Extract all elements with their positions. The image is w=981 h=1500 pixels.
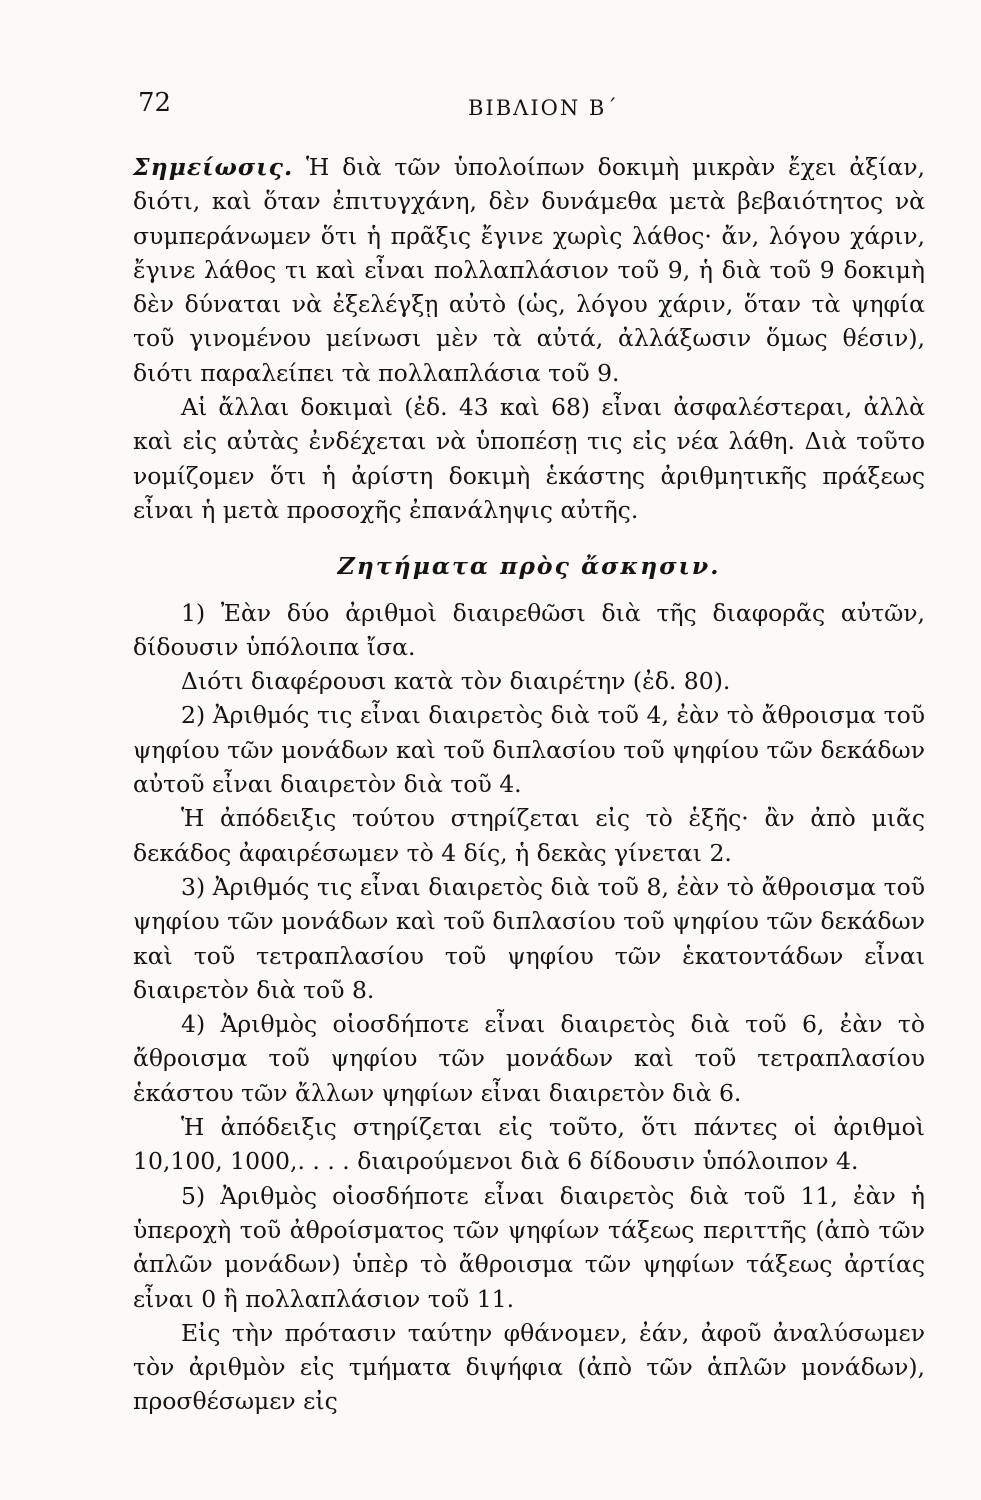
paragraph-other-tests: Αἱ ἄλλαι δοκιμαὶ (ἐδ. 43 καὶ 68) εἶναι ἀσφαλέστεραι, ἀλλὰ καὶ εἰς αὐτὰς ἐνδέχεται νὰ ὑποπέσῃ τις εἰς νέα λάθη. Διὰ τοῦτο νομίζομεν ὅτι ἡ ἀρίστη δοκιμὴ ἑκάστης ἀριθμητικῆς πράξεως εἶναι ἡ μετὰ προσοχῆς ἐπανάληψις αὐτῆς. [133,393,925,524]
page-body [133,150,925,1419]
page-number: 72 [138,88,172,118]
exercise-2: 2) Ἀριθμός τις εἶναι διαιρετὸς διὰ τοῦ 4, ἐὰν τὸ ἄθροισμα τοῦ ψηφίου τῶν μονάδων καὶ τοῦ διπλασίου τοῦ ψηφίου τῶν δεκάδων αὐτοῦ εἶναι διαιρετὸν διὰ τοῦ 4. [133,701,925,799]
running-title: ΒΙΒΛΙΟΝ Β΄ [468,96,619,120]
exercise-4-proof: Ἡ ἀπόδειξις στηρίζεται εἰς τοῦτο, ὅτι πάντες οἱ ἀριθμοὶ 10,100, 1000,. . . . διαιρούμενοι διὰ 6 δίδουσιν ὑπόλοιπον 4. [133,1113,925,1176]
section-title: Ζητήματα πρὸς ἄσκησιν. [337,552,721,581]
exercise-3: 3) Ἀριθμός τις εἶναι διαιρετὸς διὰ τοῦ 8, ἐὰν τὸ ἄθροισμα τοῦ ψηφίου τῶν μονάδων καὶ τοῦ διπλασίου τοῦ ψηφίου τῶν δεκάδων καὶ τοῦ τετραπλασίου τοῦ ψηφίου τῶν ἑκατοντάδων εἶναι διαιρετὸν διὰ τοῦ 8. [133,872,925,1004]
exercise-5: 5) Ἀριθμὸς οἱοσδήποτε εἶναι διαιρετὸς διὰ τοῦ 11, ἐὰν ἡ ὑπεροχὴ τοῦ ἀθροίσματος τῶν ψηφίων τάξεως περιττῆς (ἀπὸ τῶν ἁπλῶν μονάδων) ὑπὲρ τὸ ἄθροισμα τῶν ψηφίων τάξεως ἀρτίας εἶναι 0 ἢ πολλαπλάσιον τοῦ 11. [133,1181,925,1313]
note-text: Ἡ διὰ τῶν ὑπολοίπων δοκιμὴ μικρὰν ἔχει ἀξίαν, διότι, καὶ ὅταν ἐπιτυγχάνη, δὲν δυνάμεθα μετὰ βεβαιότητος νὰ συμπεράνωμεν ὅτι ἡ πρᾶξις ἔγινε χωρὶς λάθος· ἄν, λόγου χάριν, ἔγινε λάθος τι καὶ εἶναι πολλαπλάσιον τοῦ 9, ἡ διὰ τοῦ 9 δοκιμὴ δὲν δύναται νὰ ἐξελέγξῃ αὐτὸ (ὡς, λόγου χάριν, ὅταν τὰ ψηφία τοῦ γινομένου μείνωσι μὲν τὰ αὐτά, ἀλλάξωσιν ὅμως θέσιν), διότι παραλείπει τὰ πολλαπλάσια τοῦ 9. [133,153,925,387]
exercise-5-proof: Εἰς τὴν πρότασιν ταύτην φθάνομεν, ἐάν, ἀφοῦ ἀναλύσωμεν τὸν ἀριθμὸν εἰς τμήματα διψήφια (ἀπὸ τῶν ἁπλῶν μονάδων), προσθέσωμεν εἰς [133,1318,925,1416]
note-label: Σημείωσις. [133,153,294,181]
exercise-1: 1) Ἐὰν δύο ἀριθμοὶ διαιρεθῶσι διὰ τῆς διαφορᾶς αὐτῶν, δίδουσιν ὑπόλοιπα ἴσα. [133,598,925,661]
exercise-1-proof: Διότι διαφέρουσι κατὰ τὸν διαιρέτην (ἐδ. 80). [181,667,731,696]
page-header [138,88,928,128]
exercise-4: 4) Ἀριθμὸς οἱοσδήποτε εἶναι διαιρετὸς διὰ τοῦ 6, ἐὰν τὸ ἄθροισμα τοῦ ψηφίου τῶν μονάδων καὶ τοῦ τετραπλασίου ἑκάστου τῶν ἄλλων ψηφίων εἶναι διαιρετὸν διὰ 6. [133,1010,925,1107]
exercise-2-proof: Ἡ ἀπόδειξις τούτου στηρίζεται εἰς τὸ ἑξῆς· ἂν ἀπὸ μιᾶς δεκάδος ἀφαιρέσωμεν τὸ 4 δίς, ἡ δεκὰς γίνεται 2. [133,804,925,867]
note-paragraph [133,150,925,390]
